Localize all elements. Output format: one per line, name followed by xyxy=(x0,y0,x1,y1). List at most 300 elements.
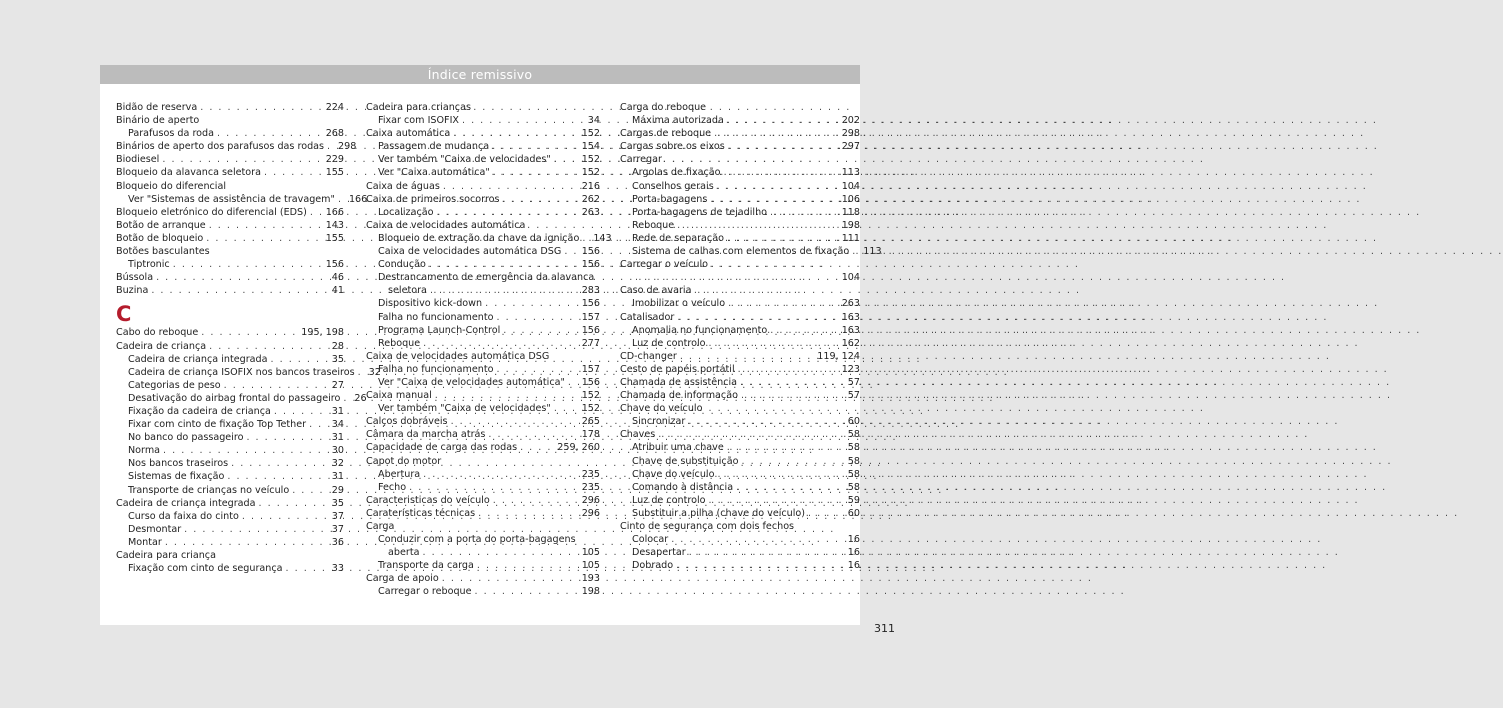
page-reference: 298 xyxy=(338,141,357,153)
dot-leader xyxy=(852,245,860,258)
dot-leader xyxy=(338,193,346,206)
entry-label: Sincronizar xyxy=(632,416,686,428)
index-subentry xyxy=(620,206,860,219)
entry-label: Ver "Caixa automática" xyxy=(378,167,490,179)
dot-leader xyxy=(162,153,322,166)
index-subentry xyxy=(116,536,344,549)
dot-leader xyxy=(442,572,579,585)
dot-leader xyxy=(741,455,844,468)
index-subentry xyxy=(620,245,882,258)
dot-leader xyxy=(727,114,839,127)
dot-leader xyxy=(462,114,585,127)
dot-leader xyxy=(309,418,329,431)
dot-leader xyxy=(409,481,579,494)
entry-label: Cadeira de criança xyxy=(116,340,207,352)
dot-leader xyxy=(435,389,579,402)
page-reference: 31 xyxy=(331,471,344,483)
dot-leader xyxy=(676,559,845,572)
index-subentry xyxy=(366,311,600,324)
index-entry xyxy=(116,219,344,232)
dot-leader xyxy=(677,219,839,232)
page-reference: 152 xyxy=(581,403,600,415)
index-subentry xyxy=(116,444,344,457)
index-entry xyxy=(620,140,860,153)
index-entry xyxy=(116,166,344,179)
page-reference: 296 xyxy=(581,494,600,506)
dot-leader xyxy=(165,536,329,549)
section-letter: C xyxy=(116,302,132,327)
dot-leader xyxy=(740,376,845,389)
dot-leader xyxy=(488,428,578,441)
index-entry xyxy=(116,140,357,153)
index-entry xyxy=(366,428,600,441)
dot-leader xyxy=(430,284,579,297)
dot-leader xyxy=(286,562,329,575)
index-subentry xyxy=(116,562,344,575)
dot-leader xyxy=(271,353,329,366)
index-subentry: Destrancamento de emergência da alavanca xyxy=(378,272,595,284)
page-reference: 58 xyxy=(847,455,860,467)
entry-label: Programa Launch-Control xyxy=(378,324,501,336)
page-reference: 198 xyxy=(581,586,600,598)
page-reference: 16 xyxy=(847,560,860,572)
index-subentry xyxy=(620,481,860,494)
page-reference: 34 xyxy=(587,115,600,127)
page-reference: 154 xyxy=(581,141,600,153)
index-entry xyxy=(366,193,600,206)
entry-label: Porta-bagagens xyxy=(632,193,708,205)
index-subentry xyxy=(366,297,600,310)
index-entry xyxy=(116,340,344,353)
entry-label: Caixa de velocidades automática DSG xyxy=(378,246,562,258)
index-entry xyxy=(366,572,600,585)
dot-leader xyxy=(635,271,839,284)
page-reference: 262 xyxy=(581,193,600,205)
entry-label: Localização xyxy=(378,206,434,218)
page-reference: 224 xyxy=(325,102,344,113)
entry-label: Botão de bloqueio xyxy=(116,232,204,244)
page-reference: 216 xyxy=(581,180,600,192)
page-reference: 156 xyxy=(581,246,600,258)
entry-label: Caracteristicas do veículo xyxy=(366,494,490,506)
page-reference: 28 xyxy=(331,340,344,352)
dot-leader xyxy=(738,363,839,376)
dot-leader xyxy=(709,494,845,507)
page-reference: 166 xyxy=(325,206,344,218)
entry-label: Caixa de primeiros socorros xyxy=(366,193,500,205)
index-entry xyxy=(366,127,600,140)
dot-leader xyxy=(209,340,329,353)
index-subentry xyxy=(366,153,600,166)
dot-leader xyxy=(709,337,839,350)
dot-leader xyxy=(564,245,578,258)
entry-label: seletora xyxy=(388,285,427,297)
page-reference: 16 xyxy=(847,534,860,546)
entry-label: Catalisador xyxy=(620,311,675,323)
page-reference: 36 xyxy=(331,536,344,548)
index-entry: Bloqueio do diferencial xyxy=(116,180,227,192)
index-entry xyxy=(620,376,860,389)
page-reference: 105 xyxy=(581,547,600,559)
dot-leader xyxy=(184,523,329,536)
dot-leader xyxy=(201,326,298,339)
entry-label: Cargas de reboque xyxy=(620,128,712,140)
entry-label: Chaves xyxy=(620,429,656,441)
index-subentry xyxy=(366,376,600,389)
dot-leader xyxy=(485,297,579,310)
index-entry xyxy=(366,415,600,428)
page-reference: 277 xyxy=(581,337,600,349)
entry-label: Rede de separação xyxy=(632,232,724,244)
page-reference: 265 xyxy=(581,416,600,428)
entry-label: Biodiesel xyxy=(116,154,160,166)
page-reference: 235 xyxy=(581,468,600,480)
entry-label: Transporte da carga xyxy=(378,560,474,572)
index-entry: Carregar o veículo xyxy=(620,259,709,271)
entry-label: Caixa de águas xyxy=(366,180,440,192)
page-reference: 26 xyxy=(354,392,367,404)
dot-leader xyxy=(554,402,579,415)
index-subentry xyxy=(116,484,344,497)
dot-leader xyxy=(292,484,329,497)
page-reference: 30 xyxy=(331,445,344,457)
page-reference: 259, 260 xyxy=(557,442,600,454)
index-subentry: Conduzir com a porta do porta-bagagens xyxy=(378,534,576,546)
dot-leader xyxy=(496,311,578,324)
index-subentry xyxy=(366,258,600,271)
entry-label: Chamada de informação xyxy=(620,390,738,402)
page-reference: 202 xyxy=(841,115,860,127)
dot-leader xyxy=(163,444,329,457)
index-subentry xyxy=(620,219,860,232)
index-entry xyxy=(620,363,860,376)
index-subentry xyxy=(366,324,600,337)
dot-leader xyxy=(209,219,323,232)
dot-leader xyxy=(728,297,839,310)
entry-label: aberta xyxy=(388,547,420,559)
entry-label: Curso da faixa do cinto xyxy=(128,510,239,522)
dot-leader xyxy=(478,507,579,520)
index-subentry xyxy=(366,402,600,415)
index-subentry xyxy=(620,455,860,468)
dot-leader xyxy=(151,284,328,297)
entry-label: No banco do passageiro xyxy=(128,432,244,444)
dot-leader xyxy=(736,481,845,494)
page-reference: 229 xyxy=(325,154,344,166)
dot-leader xyxy=(717,180,839,193)
dot-leader xyxy=(246,431,328,444)
page-reference: 37 xyxy=(331,510,344,522)
page-reference: 156 xyxy=(581,259,600,271)
index-entry: Cinto de segurança com dois fechos xyxy=(620,521,795,532)
entry-label: Fixação da cadeira de criança xyxy=(128,405,271,417)
entry-label: Luz de controlo xyxy=(632,494,706,506)
page-reference: 106 xyxy=(841,193,860,205)
index-entry: Capot do motor xyxy=(366,455,442,467)
index-subentry xyxy=(620,166,860,179)
page-reference: 105 xyxy=(581,560,600,572)
index-entry: Chave do veículo xyxy=(620,403,703,415)
page-reference: 157 xyxy=(581,311,600,323)
dot-leader xyxy=(492,140,579,153)
page-reference: 152 xyxy=(581,167,600,179)
page-reference: 104 xyxy=(841,180,860,192)
dot-leader xyxy=(436,206,578,219)
index-subentry xyxy=(620,193,860,206)
page-reference: 235 xyxy=(581,481,600,493)
page-reference: 296 xyxy=(581,507,600,519)
entry-label: Bússola xyxy=(116,272,154,284)
index-subentry xyxy=(116,470,344,483)
index-subentry xyxy=(620,297,860,310)
index-entry: Carga xyxy=(366,521,395,532)
dot-leader xyxy=(327,140,335,153)
entry-label: Máxima autorizada xyxy=(632,115,724,127)
index-subentry xyxy=(366,481,600,494)
entry-label: Sistemas de fixação xyxy=(128,471,225,483)
entry-label: Carregar o reboque xyxy=(378,586,472,598)
page-reference: 60 xyxy=(847,507,860,519)
entry-label: Passagem de mudança xyxy=(378,141,490,153)
index-entry xyxy=(366,494,600,507)
index-subentry xyxy=(366,546,600,559)
dot-leader xyxy=(423,468,579,481)
index-subentry xyxy=(366,114,600,127)
dot-leader xyxy=(568,376,579,389)
index-subentry xyxy=(620,533,860,546)
page-reference: 104 xyxy=(841,272,860,284)
index-entry xyxy=(620,350,860,363)
page-reference: 163 xyxy=(841,311,860,323)
page-reference: 155 xyxy=(325,167,344,179)
page-reference: 58 xyxy=(847,429,860,441)
entry-label: Bloqueio eletrónico do diferencial (EDS) xyxy=(116,206,307,218)
page-reference: 58 xyxy=(847,442,860,454)
dot-leader xyxy=(554,153,579,166)
page-reference: 143 xyxy=(325,219,344,231)
index-subentry xyxy=(366,337,600,350)
dot-leader xyxy=(677,311,838,324)
page-number: 311 xyxy=(874,622,895,635)
page-reference: 57 xyxy=(847,390,860,402)
entry-label: Desativação do airbag frontal do passageiro xyxy=(128,392,341,404)
entry-label: Reboque xyxy=(378,337,421,349)
entry-label: Buzina xyxy=(116,285,149,297)
page-reference: 41 xyxy=(331,285,344,297)
index-entry xyxy=(366,507,600,520)
index-entry xyxy=(620,311,860,324)
index-subentry xyxy=(620,324,860,337)
page-reference: 143 xyxy=(593,232,612,244)
dot-leader xyxy=(503,193,579,206)
index-subentry xyxy=(116,405,344,418)
entry-label: Cabo do reboque xyxy=(116,327,199,339)
page-reference: 152 xyxy=(581,128,600,140)
page-reference: 37 xyxy=(331,523,344,535)
dot-leader xyxy=(770,206,839,219)
index-subentry xyxy=(116,258,344,271)
page-reference: 60 xyxy=(847,416,860,428)
dot-leader xyxy=(680,350,814,363)
entry-label: Categorias de peso xyxy=(128,379,221,391)
entry-label: Bloqueio da alavanca seletora xyxy=(116,167,261,179)
dot-leader xyxy=(231,457,329,470)
index-subentry xyxy=(620,337,860,350)
entry-label: Capacidade de carga das rodas xyxy=(366,442,518,454)
page-reference: 163 xyxy=(841,324,860,336)
index-subentry xyxy=(116,418,344,431)
dot-leader xyxy=(808,507,845,520)
entry-label: Argolas de fixação xyxy=(632,167,721,179)
page-reference: 193 xyxy=(581,573,600,585)
index-entry xyxy=(116,326,344,339)
dot-leader xyxy=(242,510,329,523)
page-reference: 156 xyxy=(581,376,600,388)
index-entry xyxy=(116,271,344,284)
entry-label: Colocar xyxy=(632,534,669,546)
entry-label: Anomalia no funcionamento xyxy=(632,324,768,336)
index-entry: Carregar xyxy=(620,154,662,166)
index-subentry xyxy=(620,415,860,428)
entry-label: Imobilizar o veículo xyxy=(632,298,726,310)
entry-label: Transporte de crianças no veículo xyxy=(128,484,290,496)
index-subentry xyxy=(620,232,860,245)
entry-label: Norma xyxy=(128,445,161,457)
page-reference: 31 xyxy=(331,432,344,444)
page-reference: 35 xyxy=(331,497,344,509)
page-reference: 33 xyxy=(331,563,344,575)
index-subentry xyxy=(116,366,381,379)
dot-leader xyxy=(429,258,579,271)
dot-leader xyxy=(496,363,578,376)
entry-label: Caraterísticas técnicas xyxy=(366,507,476,519)
entry-label: Bidão de reserva xyxy=(116,102,198,113)
index-entry xyxy=(116,101,344,114)
index-subentry xyxy=(620,271,860,284)
index-subentry xyxy=(366,166,600,179)
dot-leader xyxy=(503,324,578,337)
entry-label: Carga de apoio xyxy=(366,573,439,585)
dot-leader xyxy=(443,180,579,193)
index-subentry xyxy=(366,559,600,572)
page-reference: 111 xyxy=(841,232,860,244)
index-subentry xyxy=(366,206,600,219)
index-entry xyxy=(620,428,860,441)
page-reference: 57 xyxy=(847,376,860,388)
entry-label: Luz de controlo xyxy=(632,337,706,349)
dot-leader xyxy=(710,193,838,206)
index-subentry xyxy=(366,585,600,598)
dot-leader xyxy=(727,232,839,245)
index-entry: Cadeira para criança xyxy=(116,550,216,561)
dot-leader xyxy=(453,127,578,140)
page-reference: 298 xyxy=(841,128,860,140)
entry-label: Cadeira de criança integrada xyxy=(128,353,268,365)
entry-label: CD-changer xyxy=(620,350,677,362)
page-reference: 16 xyxy=(847,547,860,559)
index-subentry xyxy=(366,245,600,258)
page-reference: 162 xyxy=(841,337,860,349)
index-entry xyxy=(620,127,860,140)
dot-leader xyxy=(227,470,328,483)
page-reference: 58 xyxy=(847,481,860,493)
page-reference: 166 xyxy=(348,193,368,205)
index-column-3 xyxy=(620,101,882,572)
entry-label: Cadeira de criança integrada xyxy=(116,497,256,509)
entry-label: Desapertar xyxy=(632,547,686,559)
dot-leader xyxy=(688,415,844,428)
dot-leader xyxy=(206,232,322,245)
index-subentry xyxy=(620,559,860,572)
index-subentry xyxy=(620,180,860,193)
dot-leader xyxy=(217,127,323,140)
page-reference: 27 xyxy=(331,379,344,391)
entry-label: Chave de substituição xyxy=(632,455,739,467)
index-subentry xyxy=(116,431,344,444)
entry-label: Falha no funcionamento xyxy=(378,311,494,323)
dot-leader xyxy=(717,468,844,481)
page-reference: 34 xyxy=(331,419,344,431)
index-subentry xyxy=(116,193,368,206)
entry-label: Fecho xyxy=(378,481,407,493)
entry-label: Ver também "Caixa de velocidades" xyxy=(378,403,551,415)
index-entry xyxy=(366,389,600,402)
page-reference: 32 xyxy=(331,458,344,470)
dot-leader xyxy=(582,232,590,245)
dot-leader xyxy=(423,337,579,350)
dot-leader xyxy=(422,546,578,559)
entry-label: Chamada de assistência xyxy=(620,376,738,388)
entry-label: Fixação com cinto de segurança xyxy=(128,563,283,575)
entry-label: Botão de arranque xyxy=(116,219,206,231)
page-reference: 156 xyxy=(581,324,600,336)
entry-label: Tiptronic xyxy=(128,259,170,271)
dot-leader xyxy=(358,366,366,379)
dot-leader xyxy=(259,497,329,510)
index-entry xyxy=(116,206,344,219)
page-reference: 119, 124 xyxy=(817,350,860,362)
entry-label: Bloqueio de extração da chave da ignição xyxy=(378,232,580,244)
index-entry xyxy=(366,441,600,454)
dot-leader xyxy=(156,271,329,284)
page-reference: 263 xyxy=(841,298,860,310)
index-subentry xyxy=(116,523,344,536)
page-reference: 32 xyxy=(368,366,381,378)
index-entry xyxy=(116,284,344,297)
dot-leader xyxy=(264,166,323,179)
page-reference: 29 xyxy=(331,484,344,496)
page-reference: 35 xyxy=(331,353,344,365)
entry-label: Atribuir uma chave xyxy=(632,442,724,454)
index-entry: Botões basculantes xyxy=(116,246,210,258)
page-reference: 152 xyxy=(581,390,600,402)
dot-leader xyxy=(274,405,329,418)
page-reference: 297 xyxy=(841,141,860,153)
dot-leader xyxy=(493,494,579,507)
entry-label: Sistema de calhas com elementos de fixação xyxy=(632,246,850,258)
index-subentry xyxy=(366,363,600,376)
page-reference: 155 xyxy=(325,232,344,244)
index-subentry xyxy=(620,546,860,559)
page-reference: 59 xyxy=(847,494,860,506)
dot-leader xyxy=(224,379,329,392)
entry-label: Binários de aperto dos parafusos das rodas xyxy=(116,141,325,153)
entry-label: Reboque xyxy=(632,219,675,231)
entry-label: Câmara da marcha atrás xyxy=(366,429,486,441)
index-subentry xyxy=(116,457,344,470)
dot-leader xyxy=(475,585,579,598)
index-entry xyxy=(116,153,344,166)
